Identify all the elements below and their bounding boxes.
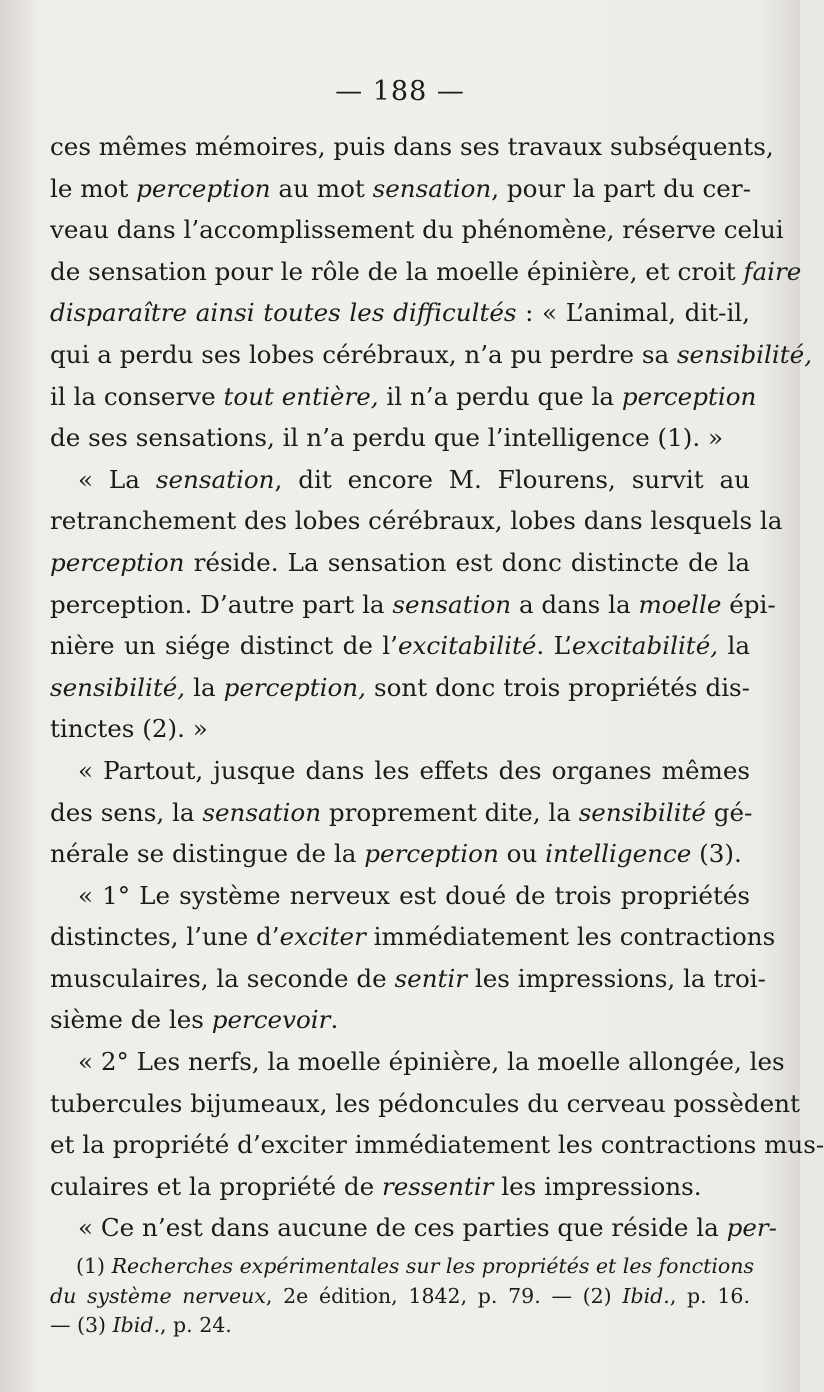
text-run: épi- (721, 589, 776, 619)
text-line (50, 209, 784, 251)
italic-text: percevoir (211, 1005, 331, 1035)
text-run: les impressions. (493, 1171, 702, 1201)
text-run: . L’ (536, 631, 572, 661)
text-run: « 2° Les nerfs, la moelle épinière, la moelle allongée, les (78, 1047, 785, 1077)
text-run: sième de les (50, 1005, 212, 1035)
italic-text: perception (50, 547, 185, 577)
text-line (50, 708, 750, 750)
text-line (50, 376, 757, 418)
italic-text: Recherches expérimentales sur les propriétés et les fonctions (111, 1254, 754, 1278)
text-line (50, 584, 776, 626)
text-run: culaires et la propriété de (50, 1171, 382, 1201)
italic-text: perception (364, 839, 499, 869)
text-run: nière un siége distinct de l’ (50, 631, 398, 661)
text-line (50, 500, 783, 542)
text-run: — (3) (50, 1313, 113, 1337)
italic-text: excitabilité (398, 631, 537, 661)
text-run: les impressions, la troi- (467, 963, 766, 993)
italic-text: sensation (372, 173, 492, 203)
text-run: , p. 24. (160, 1313, 232, 1337)
text-run: des sens, la (50, 797, 203, 827)
footnote-line (50, 1282, 750, 1312)
text-run: (1) (76, 1254, 112, 1278)
footnote-line (50, 1252, 754, 1282)
text-line (50, 625, 750, 667)
text-run: perception. D’autre part la (50, 589, 393, 619)
italic-text: sensation (155, 464, 275, 494)
italic-text: tout entière, (223, 381, 379, 411)
text-run: nérale se distingue de la (50, 839, 365, 869)
text-line (50, 875, 750, 917)
italic-text: perception (136, 173, 271, 203)
italic-text: perception, (223, 672, 366, 702)
text-line (50, 916, 776, 958)
italic-text: Ibid. (622, 1283, 670, 1308)
text-line (50, 417, 750, 459)
text-run: il la conserve (50, 381, 224, 411)
text-run: , 2e édition, 1842, p. 79. — (2) (265, 1283, 623, 1308)
text-run: ces mêmes mémoires, puis dans ses travaux subséquents, (50, 132, 774, 161)
text-run: immédiatement les contractions (365, 922, 776, 952)
text-line (50, 667, 750, 709)
text-run: la (718, 631, 750, 661)
text-line (50, 1124, 824, 1166)
text-run: sont donc trois propriétés dis- (365, 672, 750, 702)
text-run: « La (78, 464, 156, 494)
text-run: le mot (50, 173, 137, 203)
text-run: au mot (270, 173, 373, 203)
text-line (50, 251, 802, 293)
text-line (50, 750, 750, 792)
italic-text: faire (743, 256, 802, 286)
text-run: : « L’animal, dit-il, (516, 298, 750, 328)
text-line (50, 334, 813, 376)
text-run: tinctes (2). » (50, 714, 208, 744)
italic-text: ressentir (381, 1171, 494, 1201)
italic-text: sensibilité, (676, 339, 813, 369)
text-run: de ses sensations, il n’a perdu que l’intelligence (1). » (50, 423, 724, 453)
italic-text: du système nerveux (50, 1283, 266, 1308)
italic-text: per- (726, 1213, 777, 1243)
italic-text: moelle (638, 589, 722, 619)
footnotes (50, 1252, 754, 1341)
text-line (50, 999, 750, 1041)
text-run: il n’a perdu que la (378, 381, 622, 411)
text-line (50, 833, 750, 875)
text-line (50, 1207, 777, 1249)
text-run: proprement dite, la (321, 797, 579, 827)
italic-text: perception (621, 381, 757, 411)
text-run: (3). (691, 839, 742, 869)
italic-text: sensibilité (578, 797, 706, 827)
text-line (50, 459, 750, 501)
text-run: veau dans l’accomplissement du phénomène, réserve celui (50, 215, 784, 245)
italic-text: sensation (202, 797, 322, 827)
italic-text: sensation (392, 589, 512, 619)
text-run: « Partout, jusque dans les effets des organes mêmes (78, 755, 750, 785)
text-run: qui a perdu ses lobes cérébraux, n’a pu perdre sa (50, 339, 677, 369)
page-number: — 188 — (335, 76, 465, 107)
text-run: , p. 16. (669, 1283, 750, 1308)
text-run: tubercules bijumeaux, les pédoncules du cerveau possèdent (50, 1088, 800, 1118)
text-run: musculaires, la seconde de (50, 963, 395, 993)
text-line (50, 126, 774, 168)
text-line (50, 292, 750, 334)
text-run: ou (498, 839, 546, 869)
text-run: gé- (705, 797, 753, 827)
text-run: la (185, 672, 224, 702)
text-run: « 1° Le système nerveux est doué de trois propriétés (78, 880, 750, 910)
text-run: , dit encore M. Flourens, survit au (274, 464, 750, 494)
text-line (50, 1041, 785, 1083)
italic-text: intelligence (545, 839, 692, 869)
text-line (50, 1166, 750, 1208)
italic-text: excitabilité, (571, 631, 719, 661)
text-line (50, 1083, 800, 1125)
italic-text: Ibid. (112, 1313, 160, 1337)
italic-text: sensibilité, (50, 672, 186, 702)
text-run: « Ce n’est dans aucune de ces parties que réside la (78, 1213, 727, 1243)
text-line (50, 542, 750, 584)
text-run: et la propriété d’exciter immédiatement les contractions mus- (50, 1130, 824, 1160)
text-line (50, 958, 766, 1000)
italic-text: exciter (279, 922, 366, 952)
text-run: retranchement des lobes cérébraux, lobes dans lesquels la (50, 506, 783, 536)
text-run: a dans la (511, 589, 639, 619)
text-line (50, 792, 753, 834)
footnote-line (50, 1311, 750, 1341)
text-run: de sensation pour le rôle de la moelle épinière, et croit (50, 256, 744, 286)
text-run: . (330, 1005, 339, 1035)
body-text (50, 126, 824, 1249)
text-run: réside. La sensation est donc distincte de la (184, 547, 750, 577)
text-run: , pour la part du cer- (491, 173, 751, 203)
italic-text: disparaître ainsi toutes les difficultés (50, 298, 517, 328)
text-run: distinctes, l’une d’ (50, 922, 280, 952)
italic-text: sentir (394, 963, 468, 993)
text-line (50, 168, 750, 210)
